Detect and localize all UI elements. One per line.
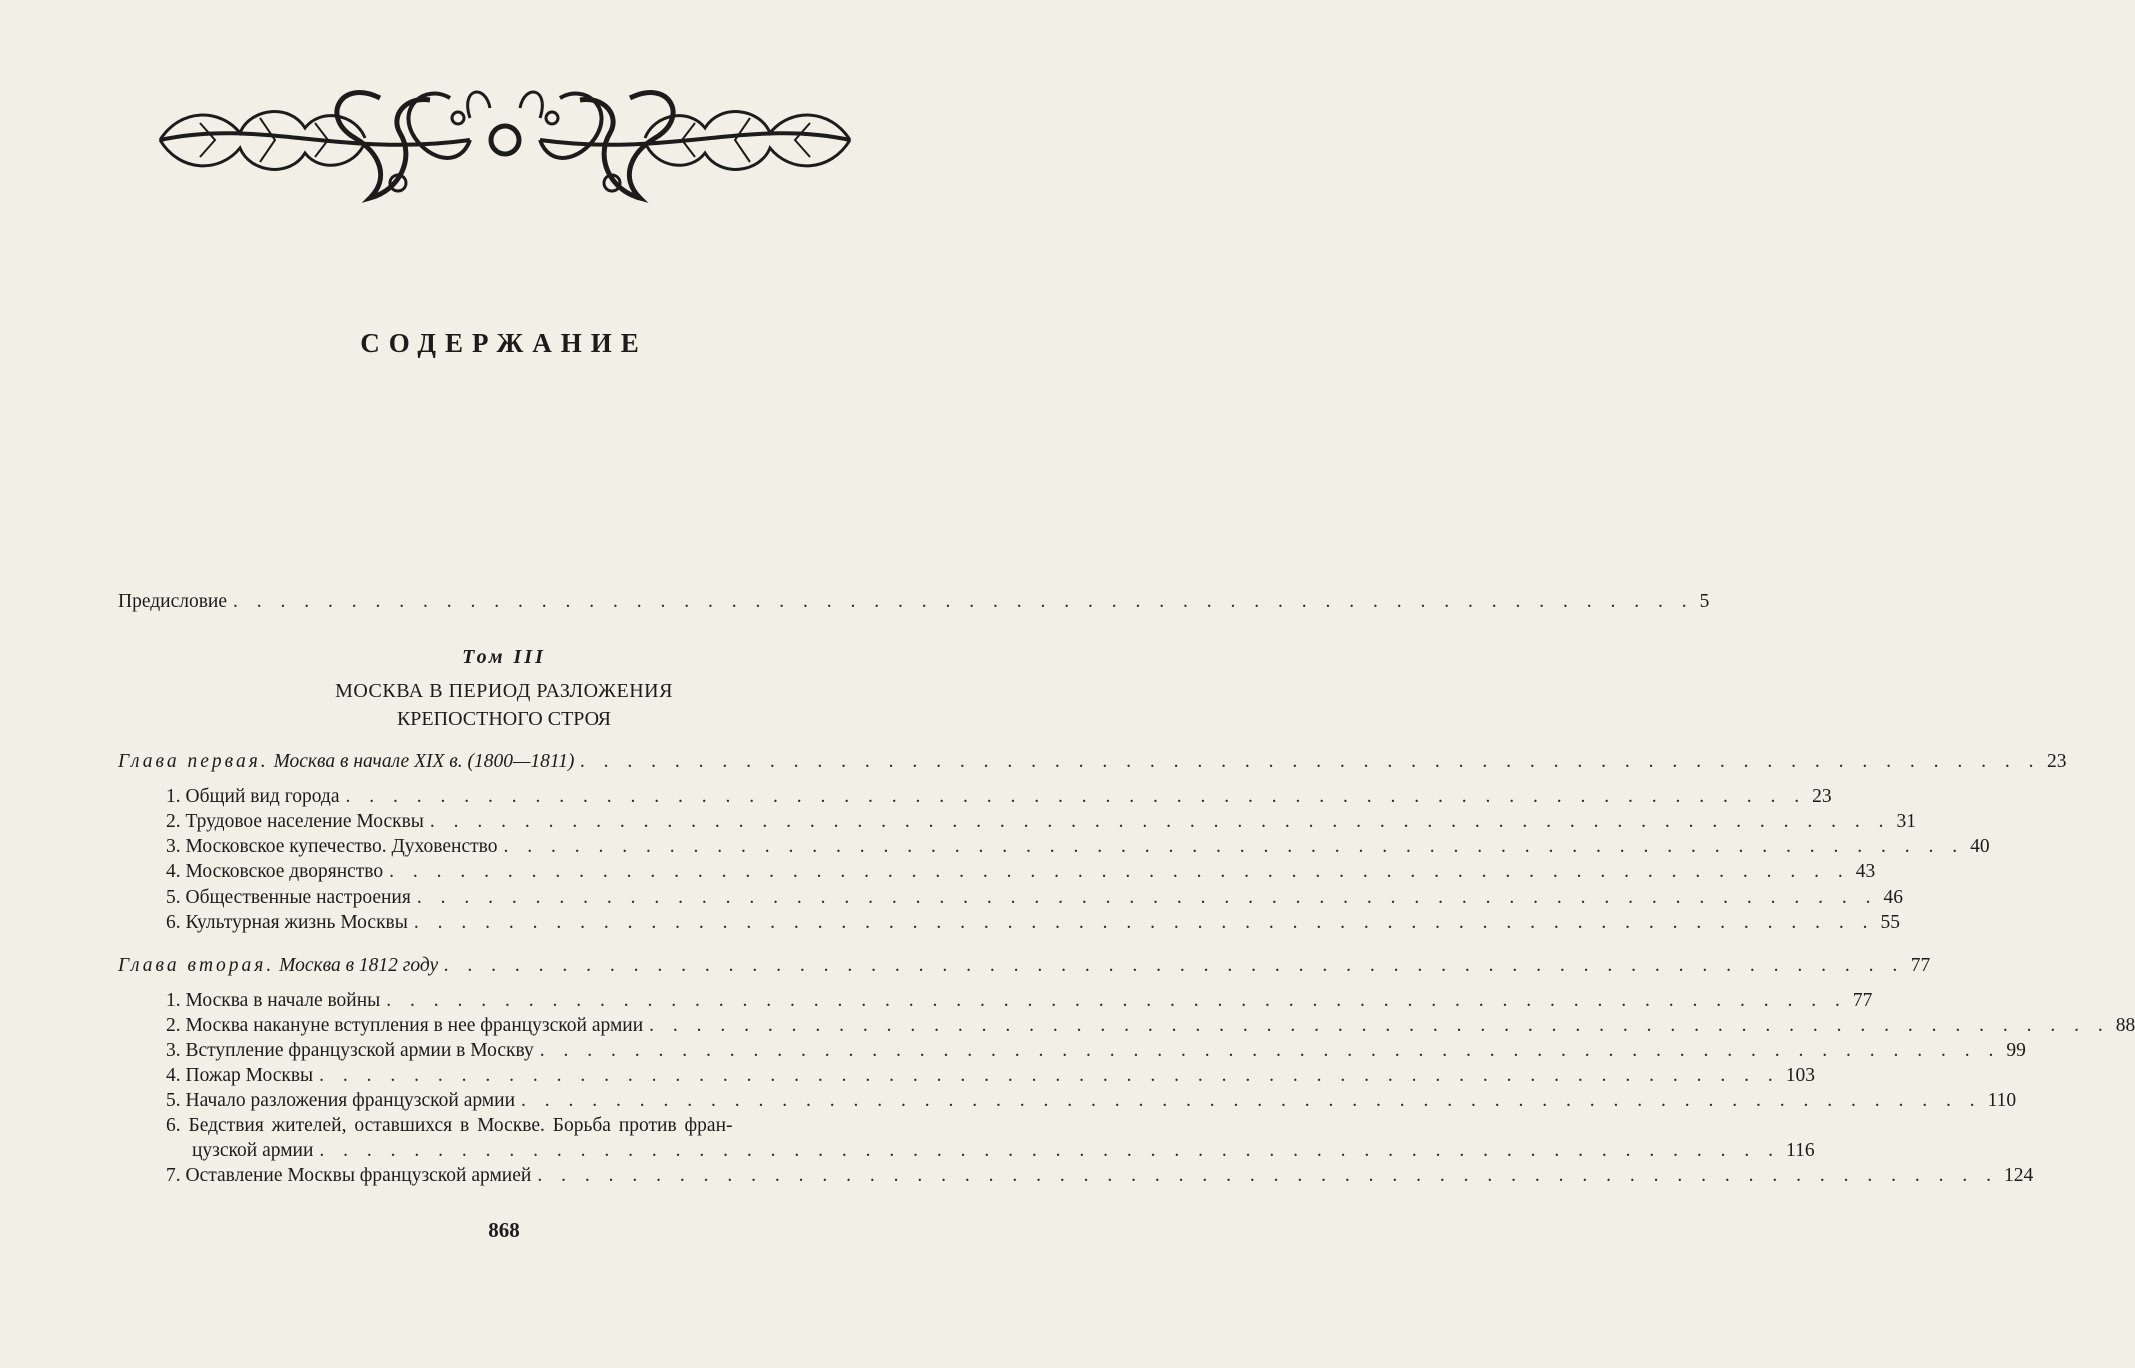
toc-entry-page: 31 <box>1896 811 1917 832</box>
toc-entry <box>166 911 1900 935</box>
toc-entry <box>166 1089 2017 1113</box>
leader-dots: . . . . . . . . . . . . . . . . . . . . . . . . . . . . . . . . . . . . . . . . . . . . . . . . . . . . . . . . . . . . . . <box>649 1015 2110 1036</box>
toc-entry-label: 3. Московское купечество. Духовенство <box>166 836 498 857</box>
chapter-lead: Глава первая. <box>118 751 269 772</box>
leader-dots: . . . . . . . . . . . . . . . . . . . . . . . . . . . . . . . . . . . . . . . . . . . . . . . . . . . . . . . . . . . . . . <box>319 1140 1781 1161</box>
toc-entry-label: 4. Пожар Москвы <box>166 1065 314 1086</box>
toc-entry <box>166 989 1873 1013</box>
toc-entry-label: 7. Оставление Москвы французской армией <box>166 1165 532 1186</box>
contents-title: СОДЕРЖАНИЕ <box>360 328 648 358</box>
toc-entry-page: 116 <box>1786 1140 1815 1161</box>
toc-entry-page: 40 <box>1970 836 1990 857</box>
toc-entry-page: 23 <box>1812 786 1832 807</box>
toc-entry-page: 103 <box>1785 1065 1816 1086</box>
toc-entry-label: 2. Москва накануне вступления в нее французской армии <box>166 1015 644 1036</box>
toc-entry <box>166 1064 1816 1088</box>
toc-entry-label: 6. Бедствия жителей, оставшихся в Москве. Борьба против фран- <box>166 1115 733 1136</box>
leader-dots: . . . . . . . . . . . . . . . . . . . . . . . . . . . . . . . . . . . . . . . . . . . . . . . . . . . . . . . . . . . . . . <box>539 1040 2001 1061</box>
chapter-title: Москва в 1812 году <box>279 955 439 976</box>
toc-entry-label: 4. Московское дворянство <box>166 861 384 882</box>
toc-entry-page: 99 <box>2006 1040 2026 1061</box>
toc-entry-page: 23 <box>2047 751 2067 772</box>
toc-entry-page: 77 <box>1852 990 1873 1011</box>
toc-entry-page: 55 <box>1880 912 1900 933</box>
toc-chapter-2 <box>118 954 1931 978</box>
leader-dots: . . . . . . . . . . . . . . . . . . . . . . . . . . . . . . . . . . . . . . . . . . . . . . . . . . . . . . . . . . . . . . <box>429 811 1891 832</box>
toc-entry <box>166 785 1832 809</box>
leader-dots: . . . . . . . . . . . . . . . . . . . . . . . . . . . . . . . . . . . . . . . . . . . . . . . . . . . . . . . . . . . . . . <box>580 751 2041 772</box>
leader-dots: . . . . . . . . . . . . . . . . . . . . . . . . . . . . . . . . . . . . . . . . . . . . . . . . . . . . . . . . . . . . . . <box>503 836 1965 857</box>
toc-entry-label: 1. Москва в начале войны <box>166 990 381 1011</box>
toc-entry <box>166 1164 2034 1188</box>
toc-entry-page: 110 <box>1987 1090 2017 1111</box>
toc-entry <box>166 835 1990 859</box>
chapter-title: Москва в начале XIX в. (1800—1811) <box>273 751 575 772</box>
leader-dots: . . . . . . . . . . . . . . . . . . . . . . . . . . . . . . . . . . . . . . . . . . . . . . . . . . . . . . . . . . . . . . <box>413 912 1875 933</box>
toc-entry <box>166 1014 2135 1038</box>
toc-entry-page: 43 <box>1855 861 1876 882</box>
leader-dots: . . . . . . . . . . . . . . . . . . . . . . . . . . . . . . . . . . . . . . . . . . . . . . . . . . . . . . . . . . . . . . <box>537 1165 1998 1186</box>
toc-entry-page: 46 <box>1883 887 1903 908</box>
toc-entry-page: 5 <box>1699 591 1710 612</box>
toc-entry-label: 5. Начало разложения французской армии <box>166 1090 516 1111</box>
toc-entry <box>166 1039 2026 1063</box>
leader-dots: . . . . . . . . . . . . . . . . . . . . . . . . . . . . . . . . . . . . . . . . . . . . . . . . . . . . . . . . . . . . . . <box>233 591 1694 612</box>
leader-dots: . . . . . . . . . . . . . . . . . . . . . . . . . . . . . . . . . . . . . . . . . . . . . . . . . . . . . . . . . . . . . . <box>389 861 1850 882</box>
toc-entry-label: 2. Трудовое население Москвы <box>166 811 424 832</box>
leader-dots: . . . . . . . . . . . . . . . . . . . . . . . . . . . . . . . . . . . . . . . . . . . . . . . . . . . . . . . . . . . . . . <box>386 990 1847 1011</box>
toc-entry-label: 5. Общественные настроения <box>166 887 411 908</box>
volume-title-line2: КРЕПОСТНОГО СТРОЯ <box>396 708 612 730</box>
page-number: 868 <box>488 1218 520 1242</box>
leader-dots: . . . . . . . . . . . . . . . . . . . . . . . . . . . . . . . . . . . . . . . . . . . . . . . . . . . . . . . . . . . . . . <box>521 1090 1982 1111</box>
toc-entry-label: цузской армии <box>192 1140 314 1161</box>
leader-dots: . . . . . . . . . . . . . . . . . . . . . . . . . . . . . . . . . . . . . . . . . . . . . . . . . . . . . . . . . . . . . . <box>416 887 1878 908</box>
toc-entry-page: 124 <box>2003 1165 2034 1186</box>
toc-entry <box>166 886 1903 910</box>
leader-dots: . . . . . . . . . . . . . . . . . . . . . . . . . . . . . . . . . . . . . . . . . . . . . . . . . . . . . . . . . . . . . . <box>319 1065 1780 1086</box>
chapter-lead: Глава вторая. <box>118 955 275 976</box>
toc-entry-label: 1. Общий вид города <box>166 786 340 807</box>
volume-label: Том III <box>462 646 546 668</box>
leader-dots: . . . . . . . . . . . . . . . . . . . . . . . . . . . . . . . . . . . . . . . . . . . . . . . . . . . . . . . . . . . . . . <box>345 786 1807 807</box>
toc-entry-page: 77 <box>1910 955 1931 976</box>
toc-entry <box>166 860 1876 884</box>
leader-dots: . . . . . . . . . . . . . . . . . . . . . . . . . . . . . . . . . . . . . . . . . . . . . . . . . . . . . . . . . . . . . . <box>444 955 1905 976</box>
toc-entry-label: 3. Вступление французской армии в Москву <box>166 1040 534 1061</box>
volume-title-line1: МОСКВА В ПЕРИОД РАЗЛОЖЕНИЯ <box>335 680 673 702</box>
toc-entry-preface <box>118 590 1710 614</box>
toc-entry-line2 <box>192 1139 1815 1163</box>
toc-entry-label: Предисловие <box>118 591 228 612</box>
toc-chapter-1 <box>118 750 2067 774</box>
toc-entry-label: 6. Культурная жизнь Москвы <box>166 912 408 933</box>
toc-entry-page: 88 <box>2115 1015 2135 1036</box>
decorative-header-ornament <box>140 78 870 218</box>
toc-entry-line1 <box>166 1114 914 1138</box>
toc-entry <box>166 810 1917 834</box>
